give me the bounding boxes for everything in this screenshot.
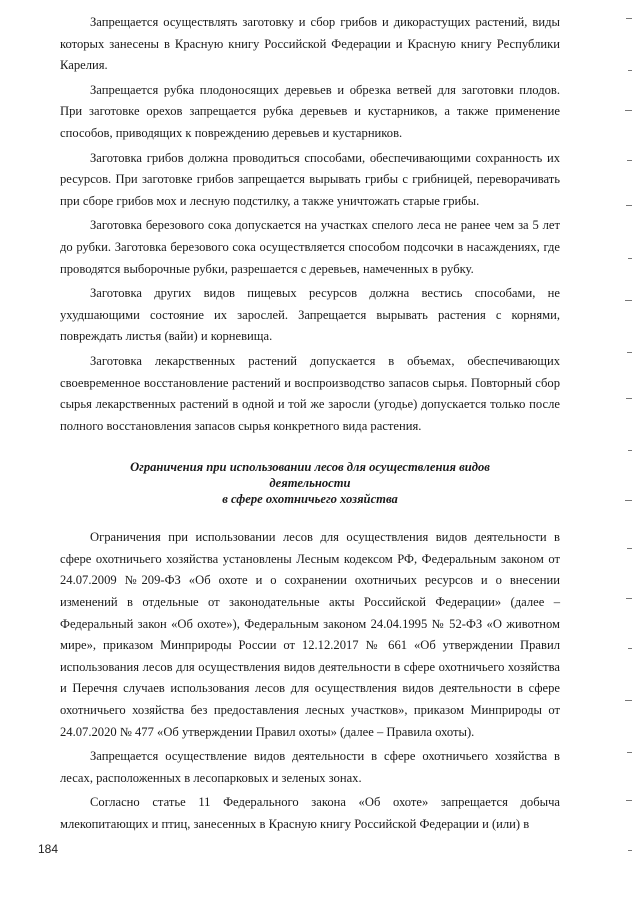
section-heading-line: в сфере охотничьего хозяйства (222, 492, 398, 507)
paragraph: Заготовка грибов должна проводиться способами, обеспечивающими сохранность их ресурсов. При заготовке грибов запрещается вырывать грибы с грибницей, переворачивать при сборе грибов мох и лесную подстилку, а также уничтожать старые грибы. (60, 150, 560, 208)
paragraph: Заготовка других видов пищевых ресурсов должна вестись способами, не ухудшающими состояние их зарослей. Запрещается вырывать растения с корнями, повреждать листья (вайи) и корневища. (60, 286, 560, 344)
paragraph: Ограничения при использовании лесов для осуществления видов деятельности в сфере охотничьего хозяйства установлены Лесным кодексом РФ, Федеральным законом от 24.07.2009 №209-ФЗ «Об охоте и о сохранении охотничьих ресурсов и о внесении изменений в отдельные от законодательные акты Российской Федерации» (далее – Федеральный закон «Об охоте»), Федеральным законом 24.04.1995 № 52-ФЗ «О животном мире», приказом Минприроды России от 12.12.2017 № 661 «Об утверждении Правил использования лесов для осуществления видов деятельности в сфере охотничьего хозяйства и Перечня случаев использования лесов для осуществления видов деятельности в сфере охотничьего хозяйства без предоставления лесных участков», приказом Минприроды от 24.07.2020 № 477 «Об утверждении Правил охоты» (далее – Правила охоты). (60, 530, 560, 739)
page-number: 184 (38, 842, 59, 856)
section-heading-line: Ограничения при использовании лесов для осуществления видов деятельности (130, 460, 490, 491)
paragraph: Согласно статье 11 Федерального закона «Об охоте» запрещается добыча млекопитающих и птиц, занесенных в Красную книгу Российской Федерации и (или) в (60, 795, 560, 831)
paragraph: Запрещается осуществлять заготовку и сбор грибов и дикорастущих растений, виды которых занесены в Красную книгу Российской Федерации и Красную книгу Республики Карелия. (60, 15, 560, 73)
section-heading (90, 459, 530, 507)
scan-edge-marks (620, 0, 632, 905)
paragraph: Запрещается осуществление видов деятельности в сфере охотничьего хозяйства в лесах, расположенных в лесопарковых и зеленых зонах. (60, 749, 560, 785)
paragraph: Заготовка лекарственных растений допускается в объемах, обеспечивающих своевременное восстановление растений и воспроизводство запасов сырья. Повторный сбор сырья лекарственных растений в одной и той же заросли (угодье) допускается только после полного восстановления запасов сырья конкретного вида растения. (60, 353, 560, 433)
paragraph: Заготовка березового сока допускается на участках спелого леса не ранее чем за 5 лет до рубки. Заготовка березового сока осуществляется способом подсочки в насаждениях, где проводятся выборочные рубки, разрешается с деревьев, намеченных в рубку. (60, 218, 560, 276)
document-page (60, 12, 560, 839)
paragraph: Запрещается рубка плодоносящих деревьев и обрезка ветвей для заготовки плодов. При заготовке орехов запрещается рубка деревьев и кустарников, а также применение способов, приводящих к повреждению деревьев и кустарников. (60, 82, 560, 140)
